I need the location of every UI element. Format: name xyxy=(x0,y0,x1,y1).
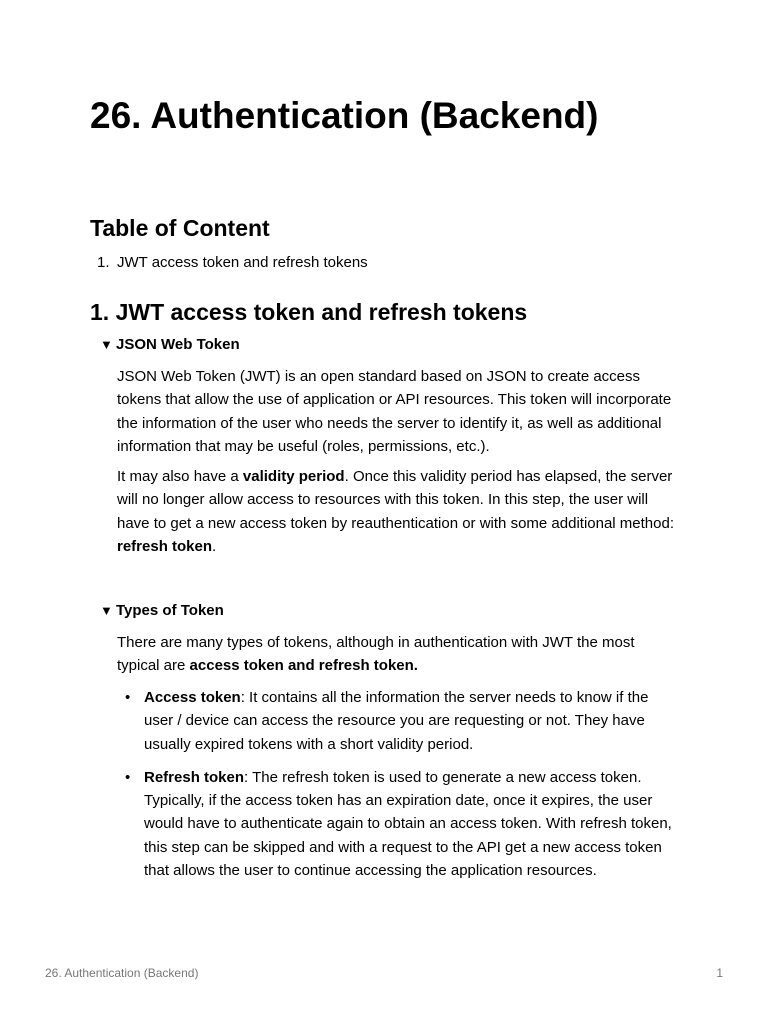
disclosure-triangle-icon[interactable]: ▼ xyxy=(100,603,113,618)
jwt-details-summary[interactable] xyxy=(100,334,240,356)
jwt-para2-suffix: . xyxy=(212,537,217,555)
page-title: 26. Authentication (Backend) xyxy=(90,95,599,136)
toc-list xyxy=(97,252,368,274)
list-item xyxy=(117,686,681,756)
section-heading: 1. JWT access token and refresh tokens xyxy=(90,299,528,325)
jwt-summary-label[interactable]: JSON Web Token xyxy=(116,336,240,353)
toc-item[interactable] xyxy=(97,252,368,274)
jwt-paragraph-1: JSON Web Token (JWT) is an open standard based on JSON to create access tokens that allow the use of application or API resources. This token will incorporate the information of the user who needs the server to identify it, as well as additional information that may be useful (roles, permissions, etc.). xyxy=(117,368,672,455)
types-summary-label[interactable]: Types of Token xyxy=(116,602,224,619)
access-token-description: : It contains all the information the server needs to know if the user / device can access the resource you are requesting or not. They have usually expired tokens with a short validity period. xyxy=(144,689,649,753)
types-details-summary[interactable] xyxy=(100,600,224,622)
jwt-paragraph-2 xyxy=(117,465,681,558)
types-intro-prefix: There are many types of tokens, although in authentication with JWT the most typical are xyxy=(117,634,635,675)
toc-heading: Table of Content xyxy=(90,215,270,241)
access-token-term: Access token xyxy=(144,689,241,706)
refresh-token-term: Refresh token xyxy=(144,768,245,786)
page-number: 1 xyxy=(716,966,723,980)
list-item xyxy=(117,766,681,882)
validity-period-term: validity period xyxy=(242,468,345,485)
types-intro-paragraph xyxy=(117,631,681,678)
refresh-token-description: : The refresh token is used to generate a new access token. Typically, if the access token has an expiration date, once it expires, the user would have to authenticate again to obtain an access token. With refresh token, this step can be skipped and with a request to the API get a new access token that allows the user to continue accessing the application resources. xyxy=(144,768,672,880)
toc-item-link[interactable]: JWT access token and refresh tokens xyxy=(117,254,368,271)
toc-item-number: 1. xyxy=(97,254,110,271)
disclosure-triangle-icon[interactable]: ▼ xyxy=(100,337,113,352)
types-intro-bold: access token and refresh token. xyxy=(189,657,418,675)
token-types-list xyxy=(117,686,681,892)
jwt-para2-middle: . Once this validity period has elapsed, the server will no longer allow access to resources with this token. In this step, the user will have to get a new access token by reauthentication or with some additional method: xyxy=(117,468,674,532)
refresh-token-term: refresh token xyxy=(117,537,213,555)
footer-title: 26. Authentication (Backend) xyxy=(45,966,199,980)
jwt-para2-prefix: It may also have a xyxy=(117,468,243,485)
